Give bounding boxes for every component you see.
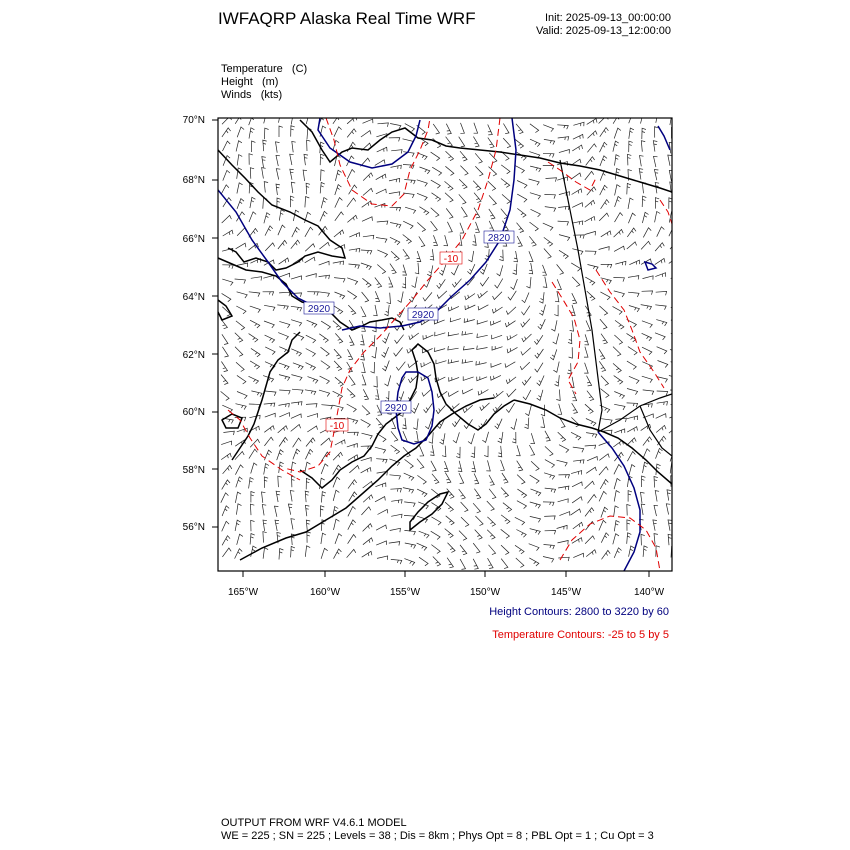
lat-label-70: 70°N [182, 115, 205, 126]
temp-label-neg10-b: -10 [329, 421, 345, 432]
height-contour-info: Height Contours: 2800 to 3220 by 60 [489, 606, 669, 618]
lat-label-58: 58°N [182, 465, 205, 476]
lat-label-56: 56°N [182, 522, 205, 533]
height-label-2920-b: 2920 [411, 310, 435, 321]
map-title: IWFAQRP Alaska Real Time WRF [218, 9, 476, 28]
footer-config: WE = 225 ; SN = 225 ; Levels = 38 ; Dis = 8km ; Phys Opt = 8 ; PBL Opt = 1 ; Cu Opt = 3 [221, 830, 654, 842]
lat-label-68: 68°N [182, 175, 205, 186]
lon-label-155: 155°W [389, 587, 421, 598]
lon-label-145: 145°W [550, 587, 582, 598]
field-legend [221, 63, 307, 102]
lat-label-60: 60°N [182, 407, 205, 418]
init-valid-times [536, 12, 671, 38]
height-label-2920-c: 2920 [384, 403, 408, 414]
longitude-labels [228, 587, 665, 598]
model-footer [221, 817, 654, 843]
footer-model: OUTPUT FROM WRF V4.6.1 MODEL [221, 817, 407, 829]
temp-label-neg10-a: -10 [443, 254, 459, 265]
valid-time: Valid: 2025-09-13_12:00:00 [536, 25, 671, 37]
lon-label-165: 165°W [227, 587, 259, 598]
wind-barbs [221, 112, 683, 570]
height-contours [218, 118, 670, 571]
height-label-2820: 2820 [487, 233, 511, 244]
latitude-labels [183, 115, 205, 533]
lat-label-66: 66°N [182, 234, 205, 245]
legend-winds: Winds (kts) [221, 89, 283, 101]
lon-label-160: 160°W [309, 587, 341, 598]
legend-height: Height (m) [221, 76, 279, 88]
lat-label-62: 62°N [182, 350, 205, 361]
height-label-2920-a: 2920 [307, 304, 331, 315]
lon-label-150: 150°W [469, 587, 501, 598]
lat-label-64: 64°N [182, 292, 205, 303]
contour-labels [304, 231, 514, 432]
temperature-contour-info: Temperature Contours: -25 to 5 by 5 [492, 629, 669, 641]
legend-temperature: Temperature (C) [221, 63, 308, 75]
axis-ticks [212, 120, 649, 577]
init-time: Init: 2025-09-13_00:00:00 [545, 12, 671, 24]
lon-label-140: 140°W [633, 587, 665, 598]
